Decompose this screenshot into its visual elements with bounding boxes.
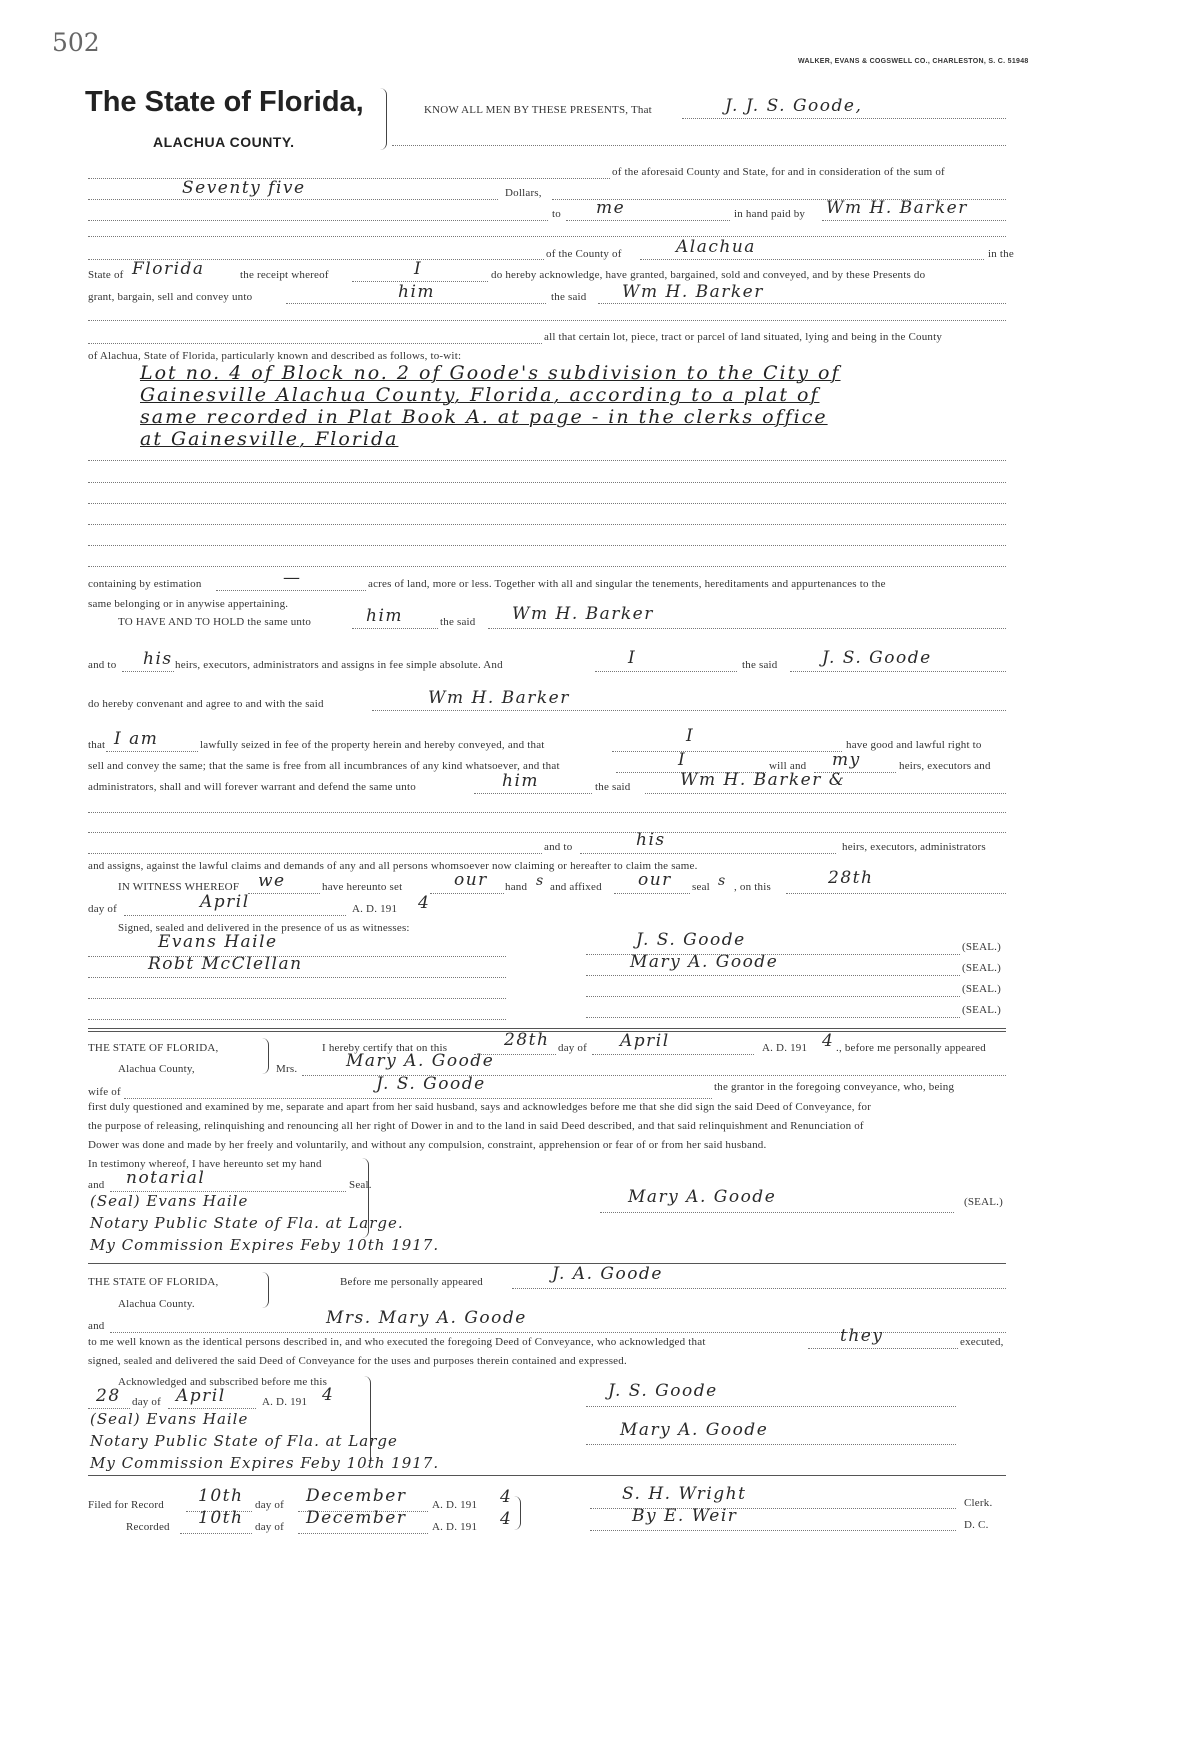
day-of: day of xyxy=(88,903,117,915)
and-to-2: and to xyxy=(544,841,573,853)
paid-by-value: Wm H. Barker xyxy=(826,198,968,218)
seal-mark-4: (SEAL.) xyxy=(962,1004,1001,1016)
heirs-exec: heirs, executors and xyxy=(899,760,991,772)
our-line-2 xyxy=(614,893,690,894)
clerk-label: Clerk. xyxy=(964,1497,993,1509)
to-label: to xyxy=(552,208,561,220)
clerk-signature: S. H. Wright xyxy=(622,1484,747,1504)
ack-month-line xyxy=(168,1408,256,1409)
filed-day: 10th xyxy=(198,1486,244,1506)
acres-value: — xyxy=(283,568,302,588)
ack-person-2: Mrs. Mary A. Goode xyxy=(326,1308,527,1328)
on-this: , on this xyxy=(734,881,771,893)
month-line xyxy=(124,915,346,916)
alachua-text: of Alachua, State of Florida, particularly known and described as follows, to-wit: xyxy=(88,350,462,362)
blank-line xyxy=(88,832,1006,833)
ack-year: 4 xyxy=(322,1385,335,1405)
state-title: The State of Florida, xyxy=(85,86,364,118)
ack-notary-2: Notary Public State of Fla. at Large xyxy=(90,1432,398,1450)
recorded-day-line xyxy=(180,1533,252,1534)
signature-line-3 xyxy=(586,996,960,997)
situated-text: all that certain lot, piece, tract or parcel of land situated, lying and being in the County xyxy=(544,331,943,343)
dower-signature: Mary A. Goode xyxy=(628,1187,777,1207)
our-line-1 xyxy=(430,893,504,894)
day-value: 28th xyxy=(828,868,874,888)
blank-line xyxy=(88,566,1006,567)
seized-text: lawfully seized in fee of the property herein and hereby conveyed, and that xyxy=(200,739,545,751)
notarial-value: notarial xyxy=(126,1168,206,1188)
to-have-grantee-line xyxy=(488,628,1006,629)
dower-para-1: first duly questioned and examined by me, separate and apart from her said husband, says and acknowledges before me that she did sign the said Deed of Conveyance, for xyxy=(88,1101,872,1113)
to-line xyxy=(566,220,730,221)
dower-day-of: day of xyxy=(558,1042,587,1054)
ack-signature-1: J. S. Goode xyxy=(608,1381,718,1401)
state-label: State of xyxy=(88,269,124,281)
ack-known-text: to me well known as the identical persons described in, and who executed the foregoing Deed of Conveyance, who acknowledged that xyxy=(88,1336,706,1348)
county-value: Alachua xyxy=(676,237,756,257)
our-2: our xyxy=(638,870,672,890)
consideration-text: of the aforesaid County and State, for and in consideration of the sum of xyxy=(612,166,945,178)
covenant-text: do hereby convenant and agree to and with the said xyxy=(88,698,324,710)
dollars-label: Dollars, xyxy=(505,187,542,199)
dower-notary-2: Notary Public State of Fla. at Large. xyxy=(90,1214,404,1232)
blank-line xyxy=(88,503,1006,504)
ack-brace xyxy=(262,1272,269,1308)
dc-line xyxy=(590,1530,956,1531)
grant-text: grant, bargain, sell and convey unto xyxy=(88,291,253,303)
dower-para-3: Dower was done and made by her freely and voluntarily, and without any compulsion, constraint, apprehension or fear of or from her said husband. xyxy=(88,1139,767,1151)
dc-signature: By E. Weir xyxy=(632,1506,738,1526)
mrs-label: Mrs. xyxy=(276,1063,298,1075)
signature-line-2 xyxy=(586,975,960,976)
ack-signature-line-2 xyxy=(586,1444,956,1445)
wife-of: wife of xyxy=(88,1086,121,1098)
the-said-3: the said xyxy=(595,781,631,793)
blank-line xyxy=(88,178,610,179)
state-value: Florida xyxy=(132,259,205,279)
paid-by-label: in hand paid by xyxy=(734,208,806,220)
wife-of-line xyxy=(124,1098,712,1099)
witness-line-3 xyxy=(88,998,506,999)
covenant-line xyxy=(372,710,1006,711)
dower-before-me: ., before me personally appeared xyxy=(836,1042,986,1054)
acres-text: acres of land, more or less. Together with all and singular the tenements, hereditaments and appurtenances to the xyxy=(368,578,886,590)
husband-name: J. S. Goode xyxy=(376,1074,486,1094)
description-line-1: Lot no. 4 of Block no. 2 of Goode's subdivision to the City of xyxy=(140,362,841,384)
section-divider xyxy=(88,1028,1006,1029)
section-divider xyxy=(88,1263,1006,1264)
containing-text: containing by estimation xyxy=(88,578,202,590)
recorded-ad: A. D. 191 xyxy=(432,1521,478,1533)
month-value: April xyxy=(200,892,250,912)
dower-month-line xyxy=(592,1054,754,1055)
description-line-3: same recorded in Plat Book A. at page - in the clerks office xyxy=(140,406,828,428)
witness-line-4 xyxy=(88,1019,506,1020)
ack-before-me: Before me personally appeared xyxy=(340,1276,483,1288)
blank-line xyxy=(88,482,1006,483)
ack-and: and xyxy=(88,1320,105,1332)
we-value: we xyxy=(258,871,286,891)
filed-day-of: day of xyxy=(255,1499,284,1511)
belonging-text: same belonging or in anywise appertaining. xyxy=(88,598,289,610)
receipt-value: I xyxy=(414,259,423,279)
filed-year: 4 xyxy=(500,1487,513,1507)
grantor-line xyxy=(682,118,1006,119)
signature-line-1 xyxy=(586,954,960,955)
to-have-line xyxy=(352,628,438,629)
blank-line xyxy=(88,853,542,854)
header-brace xyxy=(380,88,387,150)
filed-label: Filed for Record xyxy=(88,1499,164,1511)
heirs-text: heirs, executors, administrators and assigns in fee simple absolute. And xyxy=(175,659,503,671)
seal-mark-3: (SEAL.) xyxy=(962,983,1001,995)
county-line xyxy=(640,259,984,260)
and-to-value: his xyxy=(143,649,173,669)
admins-grantee: Wm H. Barker & xyxy=(680,770,846,790)
seal-s: s xyxy=(718,873,727,889)
that-line xyxy=(106,751,198,752)
signed-text: Signed, sealed and delivered in the presence of us as witnesses: xyxy=(118,922,410,934)
claims-text: and assigns, against the lawful claims and demands of any and all persons whomsoever now claiming or hereafter to claim the same. xyxy=(88,860,698,872)
admins-grantee-line xyxy=(645,793,1006,794)
sell-text: sell and convey the same; that the same is free from all incumbrances of any kind whatsoever, and that xyxy=(88,760,560,772)
witness-2: Robt McClellan xyxy=(148,954,303,974)
to-value: me xyxy=(596,198,626,218)
ack-ad: A. D. 191 xyxy=(262,1396,308,1408)
ack-day-line xyxy=(88,1408,130,1409)
our-1: our xyxy=(454,870,488,890)
dower-month: April xyxy=(620,1031,670,1051)
admins-value: him xyxy=(502,771,540,791)
and-to: and to xyxy=(88,659,117,671)
seal-mark-1: (SEAL.) xyxy=(962,941,1001,953)
dower-signature-line xyxy=(600,1212,954,1213)
description-line-4: at Gainesville, Florida xyxy=(140,428,399,450)
the-said-2: the said xyxy=(742,659,778,671)
acres-line xyxy=(216,590,366,591)
dower-signature-seal: (SEAL.) xyxy=(964,1196,1003,1208)
recorded-label: Recorded xyxy=(126,1521,170,1533)
ack-person-1-line xyxy=(512,1288,1006,1289)
will-value: my xyxy=(832,750,861,770)
section-divider xyxy=(88,1475,1006,1476)
grantor-name-line xyxy=(790,671,1006,672)
recorded-day: 10th xyxy=(198,1508,244,1528)
and-to-2-value: his xyxy=(636,830,666,850)
affixed-label: and affixed xyxy=(550,881,602,893)
that-text: that xyxy=(88,739,106,751)
hand-label: hand xyxy=(505,881,528,893)
admins-text: administrators, shall and will forever warrant and defend the same unto xyxy=(88,781,416,793)
mrs-value: Mary A. Goode xyxy=(346,1051,495,1071)
grantor-name: J. J. S. Goode, xyxy=(725,96,863,116)
sell-value: I xyxy=(678,750,687,770)
signature-2: Mary A. Goode xyxy=(630,952,779,972)
ack-notary-3: My Commission Expires Feby 10th 1917. xyxy=(90,1454,440,1472)
testimony-text: In testimony whereof, I have hereunto set my hand xyxy=(88,1158,322,1170)
blank-line xyxy=(88,460,1006,461)
ack-signature-line-1 xyxy=(586,1406,956,1407)
we-line xyxy=(248,893,320,894)
dower-brace xyxy=(262,1038,269,1074)
ack-month: April xyxy=(176,1386,226,1406)
filed-month: December xyxy=(306,1486,407,1506)
seal-label: seal xyxy=(692,881,710,893)
ack-state: THE STATE OF FLORIDA, xyxy=(88,1276,219,1288)
hand-s: s xyxy=(536,873,545,889)
description-line-2: Gainesville Alachua County, Florida, according to a plat of xyxy=(140,384,820,406)
seal-mark-2: (SEAL.) xyxy=(962,962,1001,974)
in-the: in the xyxy=(988,248,1014,260)
recorded-day-of: day of xyxy=(255,1521,284,1533)
ack-executed: executed, xyxy=(960,1336,1004,1348)
printer-imprint: WALKER, EVANS & COGSWELL CO., CHARLESTON, S. C. 51948 xyxy=(798,58,1029,65)
blank-line xyxy=(88,343,542,344)
recorded-year: 4 xyxy=(500,1509,513,1529)
signature-1: J. S. Goode xyxy=(636,930,746,950)
testimony-and: and xyxy=(88,1179,105,1191)
in-witness: IN WITNESS WHEREOF xyxy=(118,881,240,893)
know-all-men: KNOW ALL MEN BY THESE PRESENTS, That xyxy=(424,104,652,116)
and-value: I xyxy=(628,648,637,668)
blank-line xyxy=(88,236,1006,237)
to-have-grantee: Wm H. Barker xyxy=(512,604,654,624)
that-value: I am xyxy=(114,729,159,749)
dower-notary-1: (Seal) Evans Haile xyxy=(90,1192,249,1210)
amount-words: Seventy five xyxy=(182,178,306,198)
the-said: the said xyxy=(551,291,587,303)
amount-line xyxy=(88,199,498,200)
county-label: of the County of xyxy=(546,248,622,260)
blank-line xyxy=(88,220,548,221)
dower-state: THE STATE OF FLORIDA, xyxy=(88,1042,219,1054)
dower-certify: I hereby certify that on this xyxy=(322,1042,448,1054)
and-to-2-line xyxy=(580,853,836,854)
blank-line xyxy=(88,320,1006,321)
dower-ad: A. D. 191 xyxy=(762,1042,808,1054)
dower-para-2: the purpose of releasing, relinquishing and renouncing all her right of Dower in and to the land in said Deed described, and that said relinquishment and Renunciation of xyxy=(88,1120,864,1132)
blank-line xyxy=(392,145,1006,146)
recorded-month: December xyxy=(306,1508,407,1528)
ack-signed-text: signed, sealed and delivered the said Deed of Conveyance for the uses and purposes therein contained and expressed. xyxy=(88,1355,627,1367)
ack-subscribed: Acknowledged and subscribed before me this xyxy=(118,1376,328,1388)
seized-line xyxy=(612,751,842,752)
good-right-text: have good and lawful right to xyxy=(846,739,982,751)
receipt-text: the receipt whereof xyxy=(240,269,329,281)
dower-day: 28th xyxy=(504,1030,550,1050)
dower-year: 4 xyxy=(822,1031,835,1051)
and-line xyxy=(595,671,737,672)
will-and: will and xyxy=(769,760,807,772)
grantee-line xyxy=(598,303,1006,304)
the-said: the said xyxy=(440,616,476,628)
blank-line xyxy=(88,524,1006,525)
and-to-line xyxy=(122,671,174,672)
signature-line-4 xyxy=(586,1017,960,1018)
covenant-grantee: Wm H. Barker xyxy=(428,688,570,708)
county-title: ALACHUA COUNTY. xyxy=(153,134,295,150)
ack-day: 28 xyxy=(96,1386,121,1406)
have-hereunto: have hereunto set xyxy=(322,881,403,893)
to-have-text: TO HAVE AND TO HOLD the same unto xyxy=(118,616,312,628)
grant-value: him xyxy=(398,282,436,302)
they-value: they xyxy=(840,1326,884,1346)
blank-line xyxy=(88,545,1006,546)
grantor-name-2: J. S. Goode xyxy=(822,648,932,668)
page-number: 502 xyxy=(52,28,100,57)
seized-value: I xyxy=(686,726,695,746)
ack-signature-2: Mary A. Goode xyxy=(620,1420,769,1440)
testimony-seal: Seal. xyxy=(349,1179,372,1191)
ack-county: Alachua County. xyxy=(118,1298,195,1310)
filed-ad: A. D. 191 xyxy=(432,1499,478,1511)
witness-1: Evans Haile xyxy=(158,932,278,952)
ack-day-of: day of xyxy=(132,1396,161,1408)
to-have-value: him xyxy=(366,606,404,626)
grantor-text: the grantor in the foregoing conveyance, who, being xyxy=(714,1081,955,1093)
recorded-month-line xyxy=(298,1533,428,1534)
ad-label: A. D. 191 xyxy=(352,903,398,915)
dc-label: D. C. xyxy=(964,1519,989,1531)
grantee-value: Wm H. Barker xyxy=(622,282,764,302)
dower-notary-3: My Commission Expires Feby 10th 1917. xyxy=(90,1236,440,1254)
year-digit: 4 xyxy=(418,893,431,913)
ack-notary-1: (Seal) Evans Haile xyxy=(90,1410,249,1428)
paid-by-line xyxy=(822,220,1006,221)
admins-line xyxy=(474,793,592,794)
they-line xyxy=(808,1348,958,1349)
acknowledge-text: do hereby acknowledge, have granted, bargained, sold and conveyed, and by these Presents do xyxy=(491,269,926,281)
heirs-exec-2: heirs, executors, administrators xyxy=(842,841,986,853)
day-line xyxy=(786,893,1006,894)
filing-brace xyxy=(514,1496,521,1530)
grant-line xyxy=(286,303,546,304)
dower-county: Alachua County, xyxy=(118,1063,195,1075)
ack-person-1: J. A. Goode xyxy=(552,1264,663,1284)
blank-line xyxy=(88,812,1006,813)
witness-line-1 xyxy=(88,956,506,957)
witness-line-2 xyxy=(88,977,506,978)
